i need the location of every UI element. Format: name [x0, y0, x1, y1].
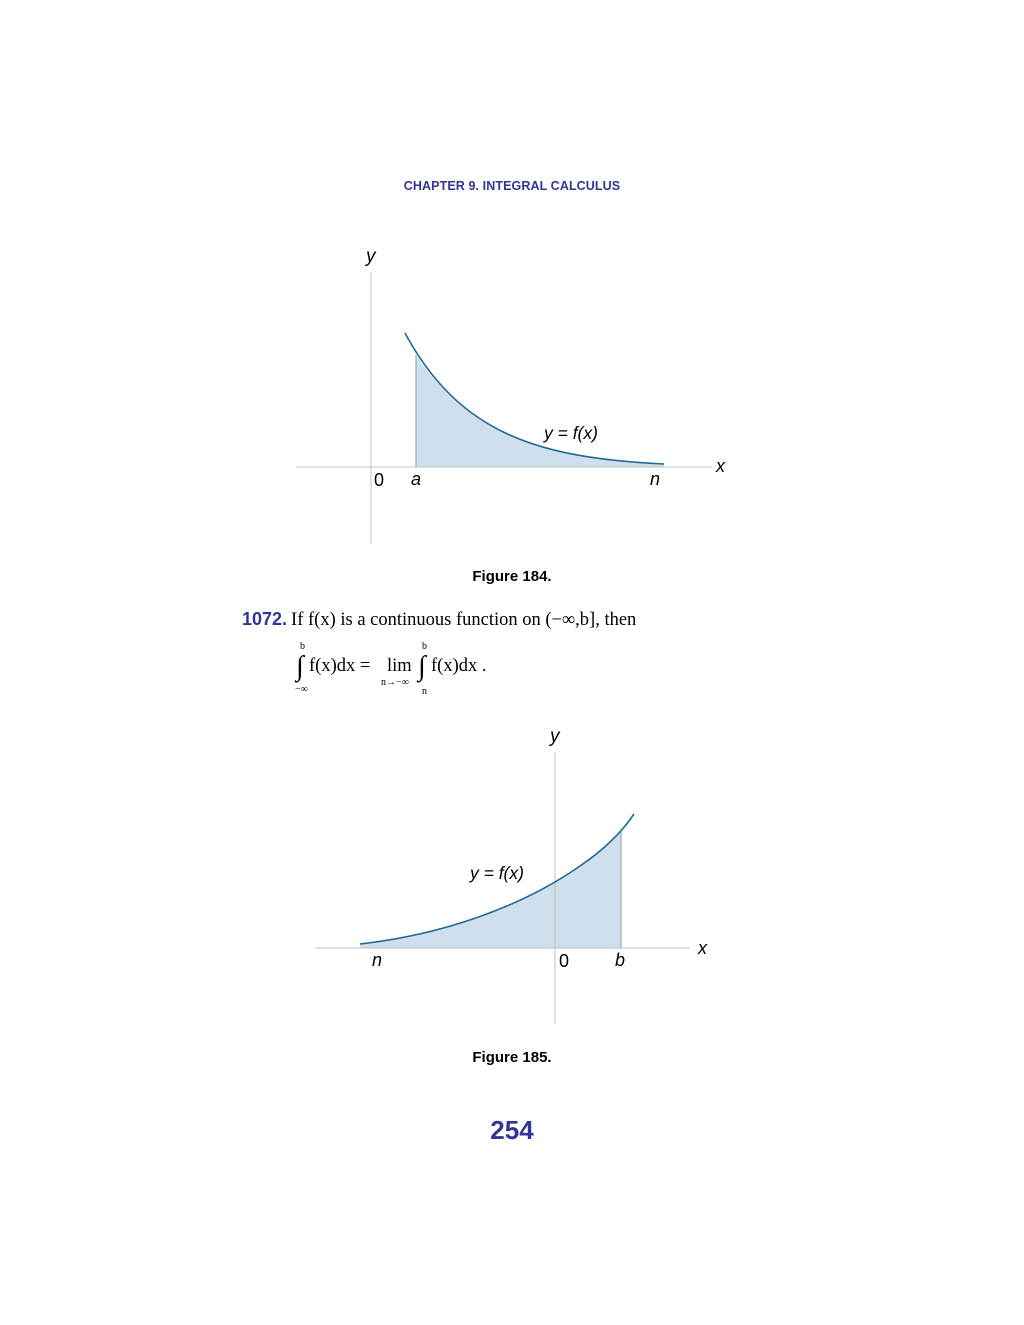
fig184-curve-label: y = f(x) [544, 423, 598, 443]
integral-sign-1: ∫ [296, 651, 304, 682]
chapter-header: CHAPTER 9. INTEGRAL CALCULUS [403, 179, 621, 193]
problem-text-before: If f(x) is a continuous function on [291, 610, 546, 630]
page-number: 254 [490, 1115, 534, 1145]
fig185-origin-label: 0 [559, 951, 570, 971]
problem-number: 1072. [242, 609, 288, 629]
integral-2-upper-limit: b [422, 641, 427, 652]
fig185-y-label: y [550, 726, 560, 747]
integrand-2: f(x)dx . [431, 656, 487, 676]
integral-1-upper-limit: b [300, 641, 305, 652]
fig184-x-label: x [716, 456, 725, 476]
problem-text-after: , then [595, 610, 637, 630]
limit-operator: lim [387, 656, 412, 676]
limit-subscript: n→−∞ [381, 677, 409, 688]
fig185-n-label: n [372, 950, 383, 970]
integral-1-lower-limit: −∞ [295, 684, 308, 695]
fig185-x-label: x [698, 938, 707, 958]
fig184-origin-label: 0 [374, 470, 385, 490]
fig185-b-label: b [615, 950, 626, 970]
integrand-1: f(x)dx = [309, 656, 371, 676]
fig184-y-label: y [366, 246, 376, 267]
fig184-a-label: a [411, 469, 422, 489]
integral-2-lower-limit: n [422, 686, 427, 697]
fig185-curve-label: y = f(x) [470, 863, 524, 883]
figure-185-caption: Figure 185. [472, 1049, 552, 1066]
figure-184-caption: Figure 184. [472, 568, 552, 585]
problem-interval: (−∞,b] [545, 610, 596, 630]
fig184-n-label: n [650, 469, 661, 489]
fig185-shaded-area [360, 832, 621, 948]
integral-sign-2: ∫ [418, 651, 426, 682]
